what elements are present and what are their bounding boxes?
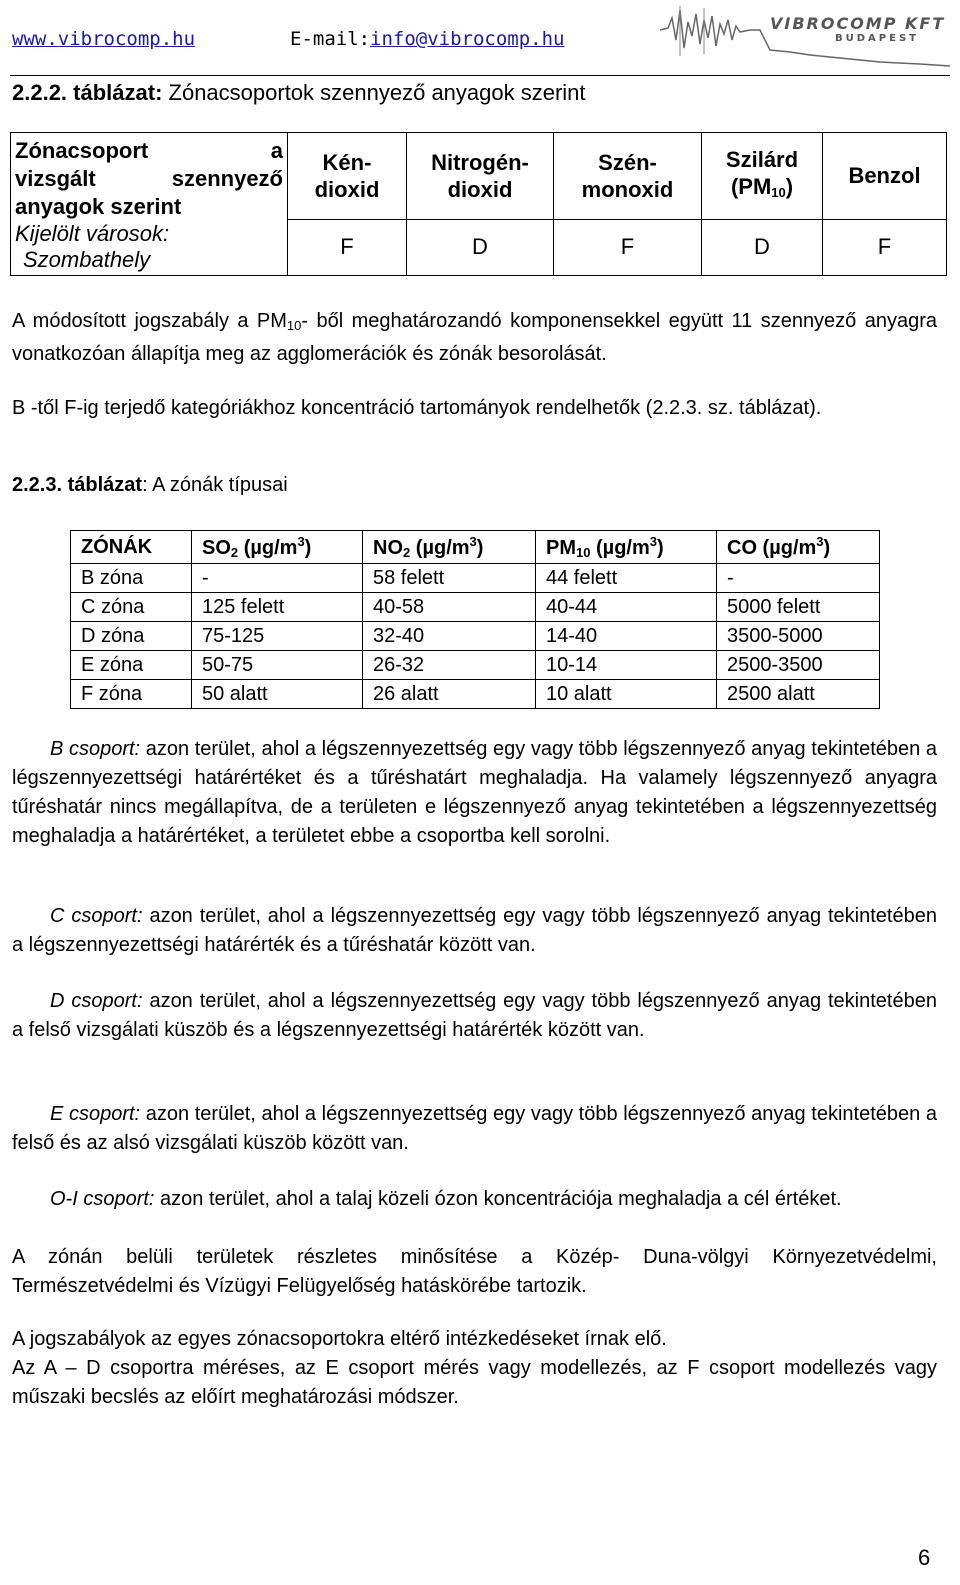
page-header <box>0 0 960 80</box>
table2-title <box>12 474 288 497</box>
zone-qualification-paragraph: A zónán belüli területek részletes minősítése a Közép- Duna-völgyi Környezetvédelmi, Természetvédelmi és Vízügyi Felügyelőség hatáskörébe tartozik. <box>12 1246 937 1297</box>
table1-number: 2.2.2. táblázat: <box>12 80 163 105</box>
col-header-co: Szén- monoxid <box>554 133 702 220</box>
zone-group-header-cell <box>11 133 288 276</box>
col-header-so2: Kén- dioxid <box>288 133 407 220</box>
group-c-paragraph: C csoport: azon terület, ahol a légszennyezettség egy vagy több légszennyező anyag tekintetében a légszennyezettségi határérték és a tűréshatár között van. <box>12 905 937 956</box>
website-link[interactable]: www.vibrocomp.hu <box>12 28 196 50</box>
regulation-paragraph: A módosított jogszabály a $PM_{10}-$ ből meghatározandó komponensekkel együtt 11 szennyező anyagra vonatkozóan állapítja meg az agglomerációk és zónák besorolását. <box>12 310 938 365</box>
header-co: CO $(\mu g/m^3)$ <box>717 531 880 564</box>
table-row: F zóna 50 alatt 26 alatt 10 alatt 2500 alatt <box>71 680 880 709</box>
zg-word: vizsgált <box>15 166 96 191</box>
zone-value-pm10: D <box>702 219 823 275</box>
table-row: B zóna - 58 felett 44 felett - <box>71 564 880 593</box>
table2-caption: : A zónák típusai <box>142 474 288 496</box>
zg-word: anyagok szerint <box>15 194 182 219</box>
designated-city: Szombathely <box>23 247 151 272</box>
category-paragraph: B -től F-ig terjedő kategóriákhoz koncentráció tartományok rendelhetők (2.2.3. sz. táblázat). <box>12 397 822 419</box>
header-divider <box>10 75 950 76</box>
zone-value-so2: F <box>288 219 407 275</box>
designated-cities-label: Kijelölt városok: <box>15 221 170 246</box>
measures-paragraph: A jogszabályok az egyes zónacsoportokra eltérő intézkedéseket írnak elő. <box>12 1328 667 1350</box>
logo-name: VIBROCOMP KFT <box>770 14 946 33</box>
zone-value-benzene: F <box>823 219 947 275</box>
zg-word: Zónacsoport <box>15 138 149 163</box>
email-link[interactable]: info@vibrocomp.hu <box>370 28 565 50</box>
zone-group-table <box>10 132 947 276</box>
page-number: 6 <box>918 1545 931 1570</box>
group-o-paragraph: O-I csoport: azon terület, ahol a talaj közeli ózon koncentrációja meghaladja a cél értéket. <box>50 1188 842 1210</box>
col-header-benzene: Benzol <box>823 133 947 220</box>
logo-city: BUDAPEST <box>835 33 919 44</box>
header-no2: $NO_2$ $(\mu g/m^3)$ <box>363 531 536 564</box>
group-e-paragraph: E csoport: azon terület, ahol a légszennyezettség egy vagy több légszennyező anyag tekintetében a felső és az alsó vizsgálati küszöb között van. <box>12 1103 937 1154</box>
zone-value-co: F <box>554 219 702 275</box>
table-row: D zóna 75-125 32-40 14-40 3500-5000 <box>71 622 880 651</box>
col-header-pm10: Szilárd $(PM_{10})$ <box>702 133 823 220</box>
company-logo <box>660 0 950 72</box>
zone-types-table <box>70 530 880 709</box>
header-pm10: $PM_{10}$ $(\mu g/m^3)$ <box>536 531 717 564</box>
header-zones: ZÓNÁK <box>71 531 192 564</box>
table-row: E zóna 50-75 26-32 10-14 2500-3500 <box>71 651 880 680</box>
group-d-paragraph: D csoport: azon terület, ahol a légszennyezettség egy vagy több légszennyező anyag tekintetében a felső vizsgálati küszöb és a légszennyezettségi határérték között van. <box>12 990 937 1041</box>
table1-caption: Zónacsoportok szennyező anyagok szerint <box>168 80 586 105</box>
methods-paragraph: Az A – D csoportra méréses, az E csoport mérés vagy modellezés, az F csoport modellezés vagy műszaki becslés az előírt meghatározási módszer. <box>12 1357 937 1408</box>
table-row: C zóna 125 felett 40-58 40-44 5000 felett <box>71 593 880 622</box>
zone-value-no2: D <box>407 219 554 275</box>
group-b-paragraph: B csoport: azon terület, ahol a légszennyezettség egy vagy több légszennyező anyag tekintetében a légszennyezettségi határértéket és a tűréshatárt meghaladja. Ha valamely légszennyező anyagra tűréshatár nincs megállapítva, de a területen e légszennyező anyag tekintetében a légszennyezettség meghaladja a határértéket, a területet ebbe a csoportba kell sorolni. <box>12 738 937 847</box>
table1-title <box>12 80 586 106</box>
table-header-row <box>71 531 880 564</box>
table2-number: 2.2.3. táblázat <box>12 474 143 496</box>
zg-word: szennyező <box>171 166 283 191</box>
email-label: E-mail: <box>290 28 371 50</box>
col-header-no2: Nitrogén- dioxid <box>407 133 554 220</box>
header-so2: $SO_2$ $(\mu g/m^3)$ <box>192 531 363 564</box>
zg-word: a <box>270 138 283 163</box>
